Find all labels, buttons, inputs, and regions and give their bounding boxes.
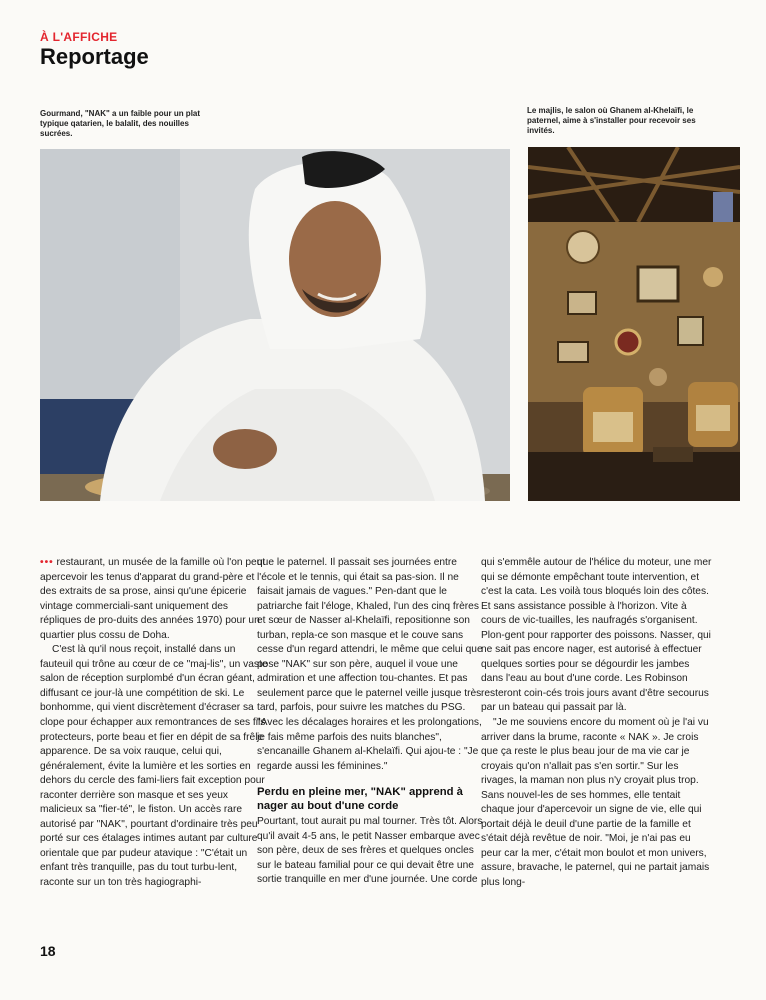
page-number: 18 [40, 943, 56, 959]
photo-caption-left: Gourmand, "NAK" a un faible pour un plat typique qatarien, le balalit, des nouilles sucrées. [40, 109, 201, 138]
article-paragraph: "Je me souviens encore du moment où je l'ai vu arriver dans la brume, raconte « NAK ». Je crois que ça reste le plus beau jour de ma vie car je croyais qu'on n'allait pas s'en sortir." Sur les rivages, la maman non plus n'y croyait plus trop. Sans nouvel-les de ses hommes, elle tentait chaque jour d'apercevoir un signe de vie, elle qui portait déjà le deuil d'une partie de la famille et s'était déjà revêtue de noir. "Moi, je n'ai pas eu peur car la mer, c'était mon boulot et mon univers, assure, bravache, le paternel, qui ne partait jamais plus long- [481, 717, 710, 889]
article-column-3 [481, 556, 713, 891]
article-paragraph: C'est là qu'il nous reçoit, installé dans un fauteuil qui trône au cœur de ce "maj-lis", un vaste salon de réception surplombé d'un écran géant, diffusant ce jour-là une compétition de ski. Le bonhomme, qui vient discrètement d'écraser sa clope pour échapper aux remontrances de ses fils protecteurs, porte beau et fier en dépit de sa frêle apparence. De sa voix rauque, celui qui, généralement, évite la lumière et les sorties en dehors du cercle des fami-liers fait exception pour raconter derrière son masque et ses yeux malicieux sa "fier-té", le fiston. Un accès rare autorisé par "NAK", pourtant d'ordinaire très peu porté sur ces étalages intimes autant par culture orientale que par pudeur atavique : "C'était un enfant très tranquille, pas du tout turbu-lent, raconte sur un ton très hagiographi- [40, 644, 268, 889]
portrait-photo [40, 149, 510, 501]
article-column-1 [40, 556, 268, 891]
article-subheading: Perdu en pleine mer, "NAK" apprend à nager au bout d'une corde [257, 786, 463, 812]
article-paragraph: qui s'emmêle autour de l'hélice du moteur, une mer qui se démonte empêchant toute intervention, et c'est la cata. Les voilà tous bloqués loin des côtes. Et sans assistance possible à l'horizon. Vite à cours de vic-tuailles, les naufragés s'organisent. Plon-gent pour rapporter des poissons. Nasser, qui ne sait pas encore nager, est autorisé à effectuer quelques sorties pour se dégourdir les jambes dans l'eau au bout d'une corde. Les Robinson resteront coin-cés trois jours avant d'être secourus par un bateau qui passait par là. [481, 557, 712, 714]
photo-caption-right: Le majlis, le salon où Ghanem al-Khelaïfi, le paternel, aime à s'installer pour recevoir ses invités. [527, 106, 696, 135]
article-column-2 [257, 556, 485, 888]
article-paragraph: que le paternel. Il passait ses journées entre l'école et le tennis, qui était sa pas-sion. Il ne faisait jamais de vagues." Pen-dant que le patriarche fait l'éloge, Khaled, l'un des cinq frères et sœur de Nasser al-Khelaïfi, repositionne son turban, repla-ce son masque et le couve sans cesse d'un regard attendri, le même que celui que pose "NAK" sur son père, auquel il voue une admiration et une affection tou-chantes. Et pas seulement parce que le paternel veille jusque très tard, parfois, pour suivre les matches du PSG. "Avec les décalages horaires et les prolongations, je fais même parfois des nuits blanches", s'encanaille Ghanem al-Khelaïfi. Qui ajou-te : "Je regarde aussi les féminines." [257, 557, 483, 772]
article-text: restaurant, un musée de la famille où l'on peut apercevoir les tenus d'apparat du grand-père et des extraits de sa prose, ainsi qu'une épicerie vintage commerciali-sant uniquement des répliques de pro-duits des années 1970) pour un quartier plus cossu de Doha. [40, 557, 266, 641]
majlis-photo [528, 147, 740, 501]
article-paragraph: Pourtant, tout aurait pu mal tourner. Très tôt. Alors qu'il avait 4-5 ans, le petit Nasser embarque avec son père, deux de ses frères et quelques oncles sur le bateau familial pour ce qui devait être une sortie tranquille en mer d'une journée. Une corde [257, 816, 483, 886]
article-paragraph [40, 556, 268, 643]
lead-marker: ••• [40, 557, 54, 568]
section-label: À L'AFFICHE [40, 30, 118, 44]
page-title: Reportage [40, 44, 149, 69]
